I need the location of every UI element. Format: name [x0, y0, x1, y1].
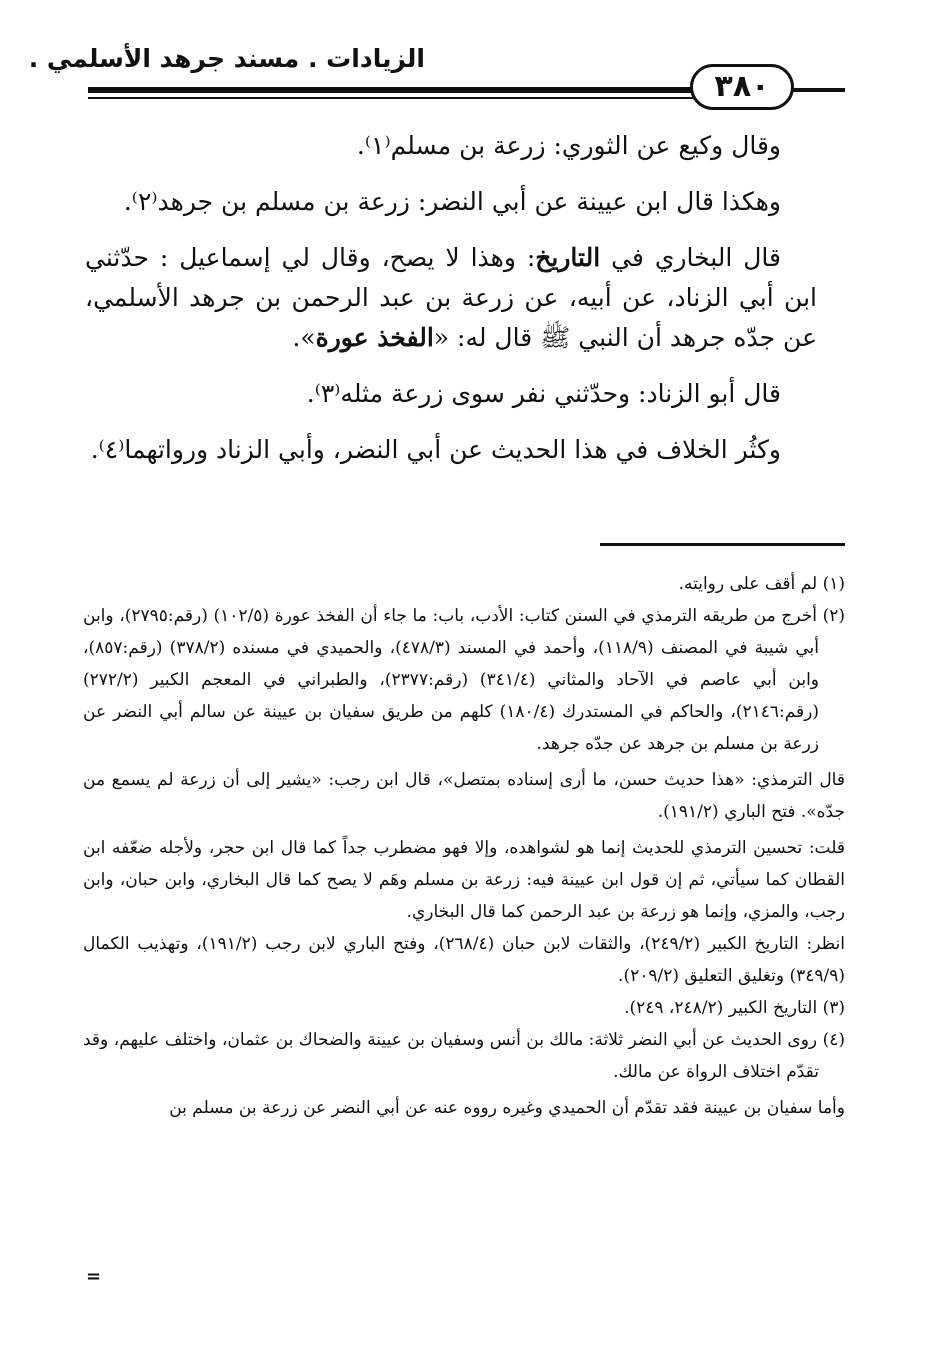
footnote-3: (٣) التاريخ الكبير (٢٤٨/٢، ٢٤٩). [624, 998, 845, 1018]
paragraph-5: وكثُر الخلاف في هذا الحديث عن أبي النضر، وأبي الزناد ورواتهما⁽٤⁾. [90, 435, 781, 464]
footnote-2-refs: انظر: التاريخ الكبير (٢٤٩/٢)، والثقات لابن حبان (٢٦٨/٤)، وفتح الباري لابن رجب (١٩١/٢)، وتهذيب الكمال (٣٤٩/٩) وتغليق التعليق (٢٠٩/٢). [83, 934, 845, 986]
paragraph-4: قال أبو الزناد: وحدّثني نفر سوى زرعة مثله⁽٣⁾. [306, 379, 781, 408]
footnote-2: (٢) أخرج من طريقه الترمذي في السنن كتاب: الأدب، باب: ما جاء أن الفخذ عورة (١٠٢/٥) (رقم:٢٧٩٥)، وابن أبي شيبة في المصنف (١١٨/٩)، وأحمد في المسند (٤٧٨/٣)، والحميدي في مسنده (٣٧٨/٢) (رقم:٨٥٧)، وابن أبي عاصم في الآحاد والمثاني (٣٤١/٤) (رقم:٢٣٧٧)، والطبراني في المعجم الكبير (٢٧٢/٢) (رقم:٢١٤٦)، والحاكم في المستدرك (١٨٠/٤) كلهم من طريق سفيان بن عيينة عن سالم أبي النضر عن زرعة بن مسلم بن جرهد عن جدّه جرهد. [83, 606, 845, 754]
footnote-separator [600, 543, 845, 546]
footnote-4: (٤) روى الحديث عن أبي النضر ثلاثة: مالك بن أنس وسفيان بن عيينة والضحاك بن عثمان، واختلف عليهم، وقد تقدّم اختلاف الرواة عن مالك. [83, 1030, 845, 1082]
running-title: الزيادات . مسند جرهد الأسلمي . [28, 44, 425, 73]
continuation-mark: = [86, 1266, 102, 1287]
footnote-2-tirmidhi: قال الترمذي: «هذا حديث حسن، ما أرى إسناده بمتصل»، قال ابن رجب: «يشير إلى أن زرعة لم يسمع من جدّه». فتح الباري (١٩١/٢). [83, 770, 845, 822]
footnotes [83, 568, 845, 1124]
book-title-tarikh: التاريخ [535, 243, 601, 272]
paragraph-3-text-a: قال البخاري في [600, 243, 781, 272]
header-rule-thin [88, 97, 693, 99]
paragraph-3 [85, 238, 817, 358]
paragraph-3-text-b: : وهذا لا يصح، وقال لي إسماعيل : حدّثني ابن أبي الزناد، عن أبيه، عن زرعة بن عبد الرحمن بن جرهد الأسلمي، عن جدّه جرهد أن النبي ﷺ قال له: « [85, 243, 817, 352]
page-number: ٣٨٠ [690, 64, 794, 110]
footnote-1: (١) لم أقف على روايته. [678, 574, 845, 594]
header-rule-thick [88, 87, 693, 93]
header-rule-right [790, 88, 845, 92]
paragraph-3-text-c: ». [292, 323, 316, 352]
footnote-2-note: قلت: تحسين الترمذي للحديث إنما هو لشواهده، وإلا فهو مضطرب جداً كما قال ابن حجر، ولأجله ضعّفه ابن القطان كما سيأتي، ثم إن قول ابن عيينة فيه: زرعة بن مسلم وهَم لا يصح كما قال البخاري، وابن حبان، وابن رجب، والمزي، وإنما هو زرعة بن عبد الرحمن كما قال البخاري. [83, 838, 845, 922]
paragraph-1: وقال وكيع عن الثوري: زرعة بن مسلم⁽١⁾. [356, 131, 781, 160]
footnote-4-continued: وأما سفيان بن عيينة فقد تقدّم أن الحميدي وغيره رووه عنه عن أبي النضر عن زرعة بن مسلم بن [169, 1098, 845, 1118]
paragraph-2: وهكذا قال ابن عيينة عن أبي النضر: زرعة بن مسلم بن جرهد⁽٢⁾. [123, 187, 781, 216]
main-text [85, 126, 817, 486]
hadith-text: الفخذ عورة [315, 323, 434, 352]
